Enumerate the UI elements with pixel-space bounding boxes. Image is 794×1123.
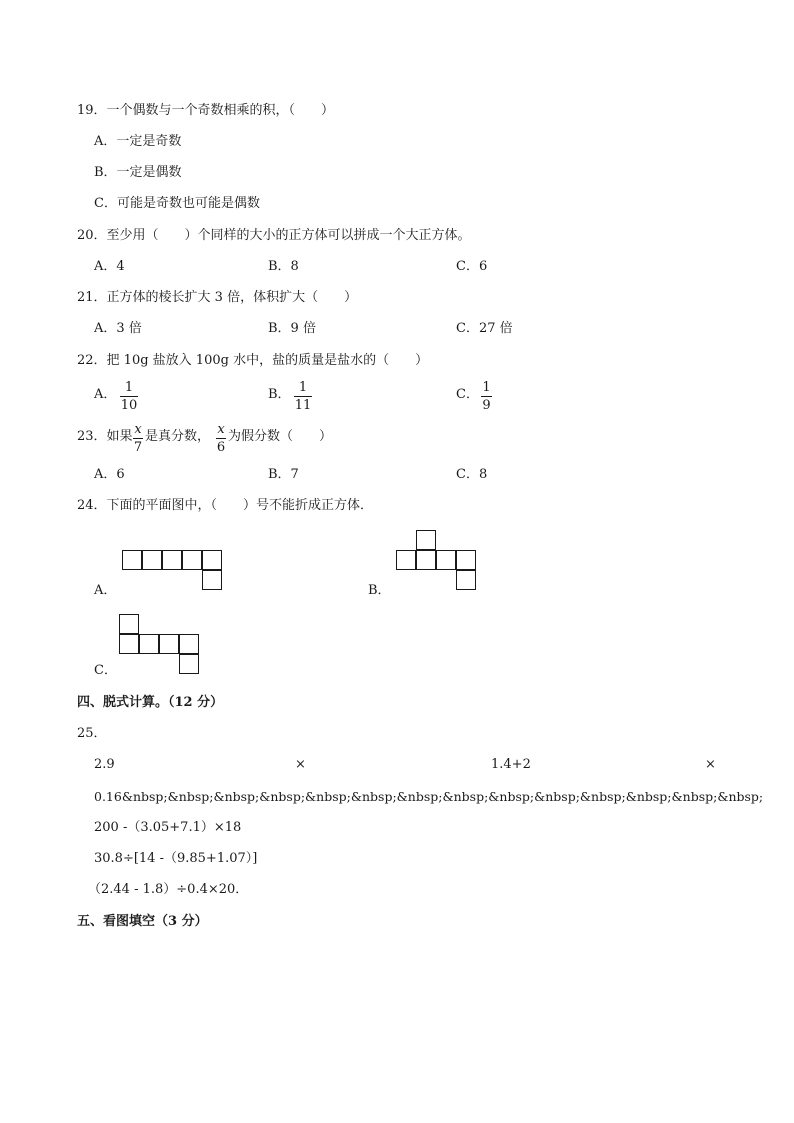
q25-expr3: 30.8÷[14 -（9.85+1.07）] [94, 851, 258, 866]
net-square [119, 634, 139, 654]
q24-option-a: A． [94, 583, 117, 598]
net-square [416, 530, 436, 550]
q23-option-b: B．7 [268, 467, 299, 482]
q22-option-b-fraction [294, 380, 312, 413]
fraction-denominator: 9 [482, 398, 491, 413]
net-square [202, 550, 222, 570]
net-square [436, 550, 456, 570]
q23-stem-mid: 是真分数， [145, 429, 211, 444]
q25-expr1-part1: 2.9 [94, 757, 115, 772]
net-square [162, 550, 182, 570]
q22-option-c-fraction [481, 380, 492, 413]
q23-fraction-x-over-7 [133, 422, 143, 455]
q22-option-c-label: C． [456, 387, 479, 402]
q25-expr1-part2: 1.4+2 [491, 757, 531, 772]
fraction-bar [120, 396, 138, 397]
net-square [142, 550, 162, 570]
net-square [182, 550, 202, 570]
net-square [179, 654, 199, 674]
q25-expr1-line2: 0.16&nbsp;&nbsp;&nbsp;&nbsp;&nbsp;&nbsp;&nbsp;&nbsp;&nbsp;&nbsp;&nbsp;&nbsp;&nbsp;&nbsp; [94, 789, 764, 804]
q20-stem: 20．至少用（ ）个同样的大小的正方体可以拼成一个大正方体。 [77, 228, 471, 243]
q25-expr2: 200 -（3.05+7.1）×18 [94, 820, 242, 835]
fraction-denominator: 10 [120, 398, 138, 413]
q19-option-b: B．一定是偶数 [94, 165, 182, 180]
q22-option-b-label: B． [268, 387, 291, 402]
section4-title: 四、脱式计算。（12 分） [77, 695, 224, 710]
fraction-numerator: 1 [124, 380, 134, 395]
section5-title: 五、看图填空（3 分） [77, 914, 208, 929]
cube-net-c [119, 614, 200, 675]
q25-number: 25． [77, 726, 107, 741]
cube-net-b [396, 530, 477, 591]
q21-option-c: C．27 倍 [456, 321, 513, 336]
net-square [416, 550, 436, 570]
q24-stem: 24．下面的平面图中，（ ）号不能折成正方体． [77, 498, 374, 513]
q25-expr1-times-sign: × [295, 757, 306, 772]
fraction-bar [481, 396, 492, 397]
q20-option-a: A．4 [94, 259, 125, 274]
q24-option-b: B． [368, 583, 391, 598]
cube-net-a [122, 550, 223, 591]
q24-option-c: C． [94, 663, 117, 678]
fraction-numerator: 1 [298, 380, 308, 395]
net-square [139, 634, 159, 654]
q20-option-c: C．6 [456, 259, 488, 274]
q25-expr4: （2.44 - 1.8）÷0.4×20． [88, 882, 249, 897]
q19-option-a: A．一定是奇数 [94, 134, 182, 149]
net-square [119, 614, 139, 634]
fraction-bar [294, 396, 312, 397]
fraction-numerator: 1 [482, 380, 491, 395]
net-square [159, 634, 179, 654]
q23-fraction-x-over-6 [216, 422, 226, 455]
q21-stem: 21．正方体的棱长扩大 3 倍，体积扩大（ ） [77, 290, 358, 305]
fraction-denominator: 11 [294, 398, 312, 413]
net-square [179, 634, 199, 654]
q20-option-b: B．8 [268, 259, 299, 274]
q21-option-b: B．9 倍 [268, 321, 316, 336]
fraction-bar [133, 438, 143, 439]
q19-option-c: C．可能是奇数也可能是偶数 [94, 196, 260, 211]
q23-option-c: C．8 [456, 467, 488, 482]
net-square [122, 550, 142, 570]
q25-expr1-times-sign-2: × [705, 757, 716, 772]
q22-stem: 22．把 10g 盐放入 100g 水中，盐的质量是盐水的（ ） [77, 353, 429, 368]
q23-stem-post: 为假分数（ ） [228, 429, 333, 444]
fraction-denominator: 6 [216, 440, 226, 455]
net-square [456, 570, 476, 590]
fraction-denominator: 7 [133, 440, 143, 455]
net-square [396, 550, 416, 570]
net-square [456, 550, 476, 570]
q23-option-a: A．6 [94, 467, 125, 482]
fraction-bar [216, 438, 226, 439]
q19-stem: 19．一个偶数与一个奇数相乘的积，（ ） [77, 103, 335, 118]
net-square [202, 570, 222, 590]
q21-option-a: A．3 倍 [94, 321, 142, 336]
fraction-numerator: x [134, 422, 142, 437]
q23-stem-pre: 23．如果 [77, 429, 133, 444]
fraction-numerator: x [217, 422, 225, 437]
q22-option-a-label: A． [94, 387, 117, 402]
q22-option-a-fraction [120, 380, 138, 413]
